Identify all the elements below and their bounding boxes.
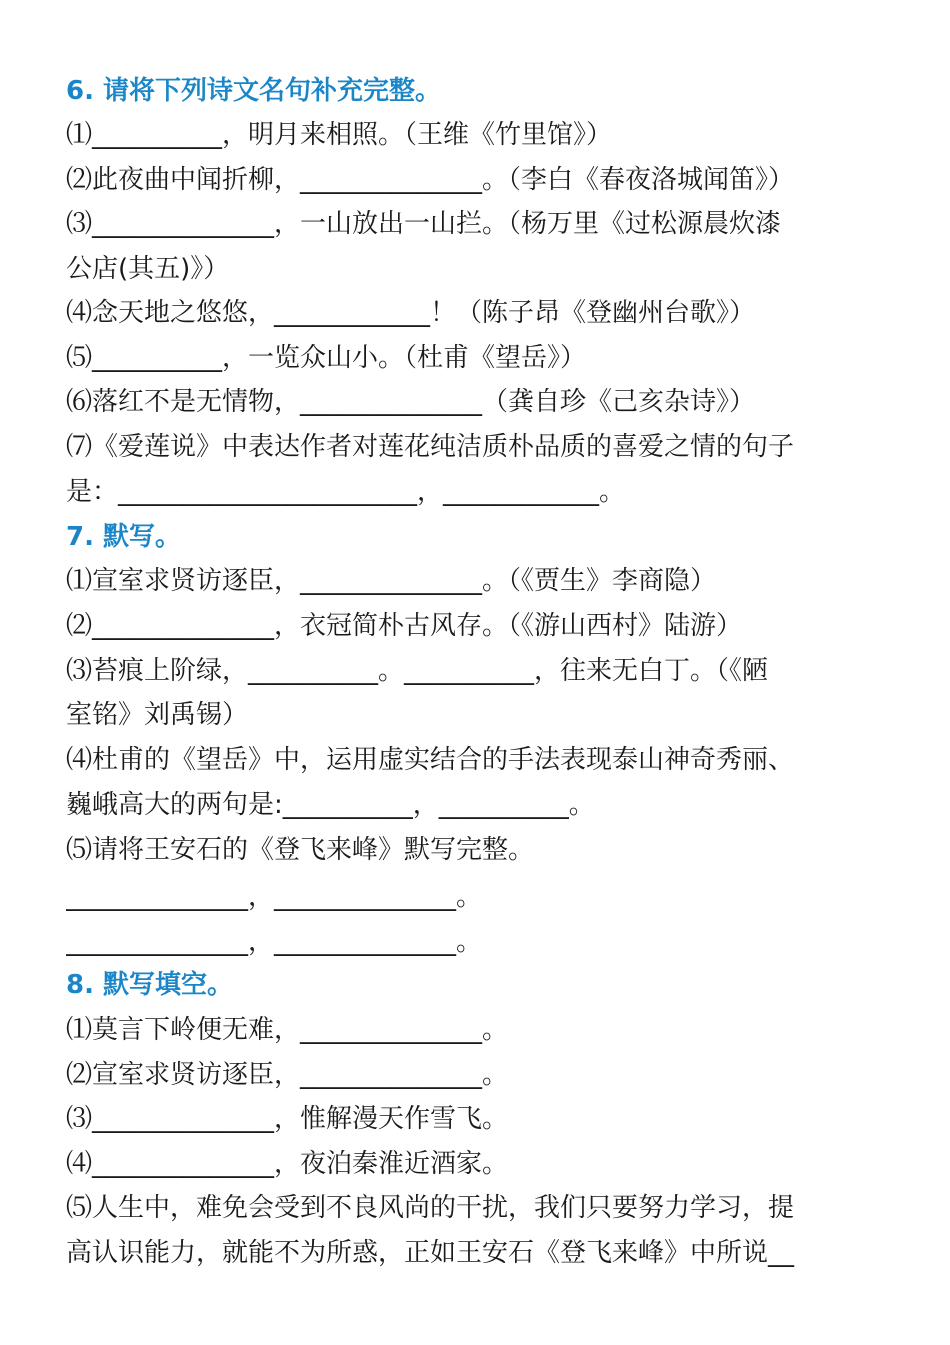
question-line: ⑴__________，明月来相照。（王维《竹里馆》） (66, 120, 613, 150)
question-line: 是：_______________________，____________。 (66, 477, 626, 507)
question-line: 高认识能力，就能不为所惑，正如王安石《登飞来峰》中所说__ (66, 1238, 795, 1268)
section-8-heading: 8. 默写填空。 (66, 970, 234, 1000)
answer-blank-line: ______________，______________。 (66, 927, 483, 957)
section-6-heading: 6. 请将下列诗文名句补充完整。 (66, 76, 442, 106)
question-line: ⑵宣室求贤访逐臣，______________。 (66, 1060, 509, 1090)
question-line: ⑸人生中，难免会受到不良风尚的干扰，我们只要努力学习，提 (66, 1193, 795, 1223)
answer-blank-line: ______________，______________。 (66, 882, 483, 912)
question-line: ⑷念天地之悠悠，____________！（陈子昂《登幽州台歌》） (66, 298, 756, 328)
question-line: ⑵______________，衣冠简朴古风存。（《游山西村》陆游） (66, 611, 743, 641)
question-line: ⑷杜甫的《望岳》中，运用虚实结合的手法表现泰山神奇秀丽、 (66, 745, 795, 775)
question-line: ⑸请将王安石的《登飞来峰》默写完整。 (66, 835, 535, 865)
question-line: 公店(其五)》） (66, 254, 230, 284)
question-line: ⑶______________，惟解漫天作雪飞。 (66, 1104, 509, 1134)
question-line: ⑵此夜曲中闻折柳，______________。（李白《春夜洛城闻笛》） (66, 165, 795, 195)
section-7-heading: 7. 默写。 (66, 522, 182, 552)
question-line: ⑴莫言下岭便无难，______________。 (66, 1015, 509, 1045)
question-line: 巍峨高大的两句是:__________，__________。 (66, 790, 595, 820)
question-line: ⑸__________，一览众山小。（杜甫《望岳》） (66, 343, 587, 373)
question-line: ⑺《爱莲说》中表达作者对莲花纯洁质朴品质的喜爱之情的句子 (66, 432, 795, 462)
question-line: ⑶苔痕上阶绿，__________。__________，往来无白丁。（《陋 (66, 656, 769, 686)
question-line: ⑹落红不是无情物，______________（龚自珍《己亥杂诗》） (66, 387, 756, 417)
question-line: ⑴宣室求贤访逐臣，______________。（《贾生》李商隐） (66, 566, 717, 596)
question-line: ⑷______________，夜泊秦淮近酒家。 (66, 1149, 509, 1179)
question-line: 室铭》刘禹锡） (66, 700, 249, 730)
question-line: ⑶______________，一山放出一山拦。（杨万里《过松源晨炊漆 (66, 209, 782, 239)
